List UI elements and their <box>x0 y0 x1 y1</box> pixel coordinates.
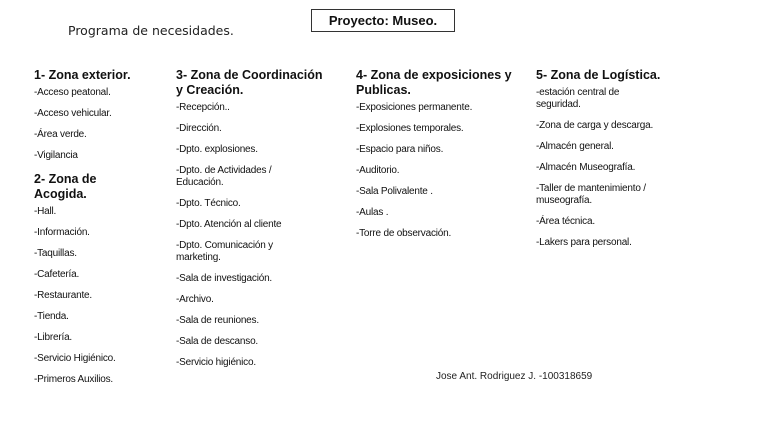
list-item: -Librería. <box>34 332 73 343</box>
column-zone-5 <box>536 68 706 258</box>
list-item: -Almacén Museografía. <box>536 162 636 173</box>
list-item: -Acceso peatonal. <box>34 87 111 98</box>
list-item: -Dpto. Técnico. <box>176 198 241 209</box>
list-item: -Tienda. <box>34 311 69 322</box>
list-item: -Taller de mantenimiento / museografía. <box>536 183 646 206</box>
list-item: -Dirección. <box>176 123 222 134</box>
zone-4-title: 4- Zona de exposiciones y Publicas. <box>356 68 512 97</box>
list-item: -Vigilancia <box>34 150 78 161</box>
zone-5-list <box>536 87 706 249</box>
list-item: -Dpto. explosiones. <box>176 144 258 155</box>
list-item: -Lakers para personal. <box>536 237 632 248</box>
list-item: -Dpto. Comunicación y marketing. <box>176 240 273 263</box>
list-item: -Dpto. de Actividades / Educación. <box>176 165 272 188</box>
list-item: -estación central de seguridad. <box>536 87 620 110</box>
list-item: -Torre de observación. <box>356 228 452 239</box>
column-zones-1-2 <box>34 68 169 395</box>
zone-5-title: 5- Zona de Logística. <box>536 68 661 82</box>
zone-2-title: 2- Zona de Acogida. <box>34 172 97 201</box>
column-zone-3 <box>176 68 331 378</box>
list-item: -Cafetería. <box>34 269 80 280</box>
project-title: Proyecto: Museo. <box>328 13 438 28</box>
list-item: -Área verde. <box>34 129 87 140</box>
zone-4-list <box>356 102 516 240</box>
list-item: -Explosiones temporales. <box>356 123 464 134</box>
list-item: -Dpto. Atención al cliente <box>176 219 282 230</box>
list-item: -Sala de reuniones. <box>176 315 259 326</box>
list-item: -Sala de descanso. <box>176 336 259 347</box>
zone-1-title: 1- Zona exterior. <box>34 68 131 82</box>
list-item: -Sala de investigación. <box>176 273 273 284</box>
zone-3-title: 3- Zona de Coordinación y Creación. <box>176 68 323 97</box>
list-item: -Recepción.. <box>176 102 230 113</box>
list-item: -Espacio para niños. <box>356 144 444 155</box>
intro-text: Programa de necesidades. <box>68 23 234 38</box>
list-item: -Primeros Auxilios. <box>34 374 113 385</box>
column-zone-4 <box>356 68 516 249</box>
project-title-box <box>311 9 455 32</box>
list-item: -Área técnica. <box>536 216 595 227</box>
list-item: -Auditorio. <box>356 165 400 176</box>
list-item: -Servicio higiénico. <box>176 357 256 368</box>
list-item: -Información. <box>34 227 90 238</box>
list-item: -Acceso vehicular. <box>34 108 112 119</box>
list-item: -Archivo. <box>176 294 214 305</box>
zone-1-list <box>34 87 169 162</box>
list-item: -Hall. <box>34 206 57 217</box>
list-item: -Zona de carga y descarga. <box>536 120 654 131</box>
list-item: -Sala Polivalente . <box>356 186 433 197</box>
zone-2-list <box>34 206 169 386</box>
list-item: -Exposiciones permanente. <box>356 102 473 113</box>
author-credit: Jose Ant. Rodriguez J. -100318659 <box>436 371 593 382</box>
zone-3-list <box>176 102 331 369</box>
list-item: -Servicio Higiénico. <box>34 353 116 364</box>
list-item: -Restaurante. <box>34 290 92 301</box>
list-item: -Aulas . <box>356 207 389 218</box>
list-item: -Taquillas. <box>34 248 77 259</box>
list-item: -Almacén general. <box>536 141 614 152</box>
